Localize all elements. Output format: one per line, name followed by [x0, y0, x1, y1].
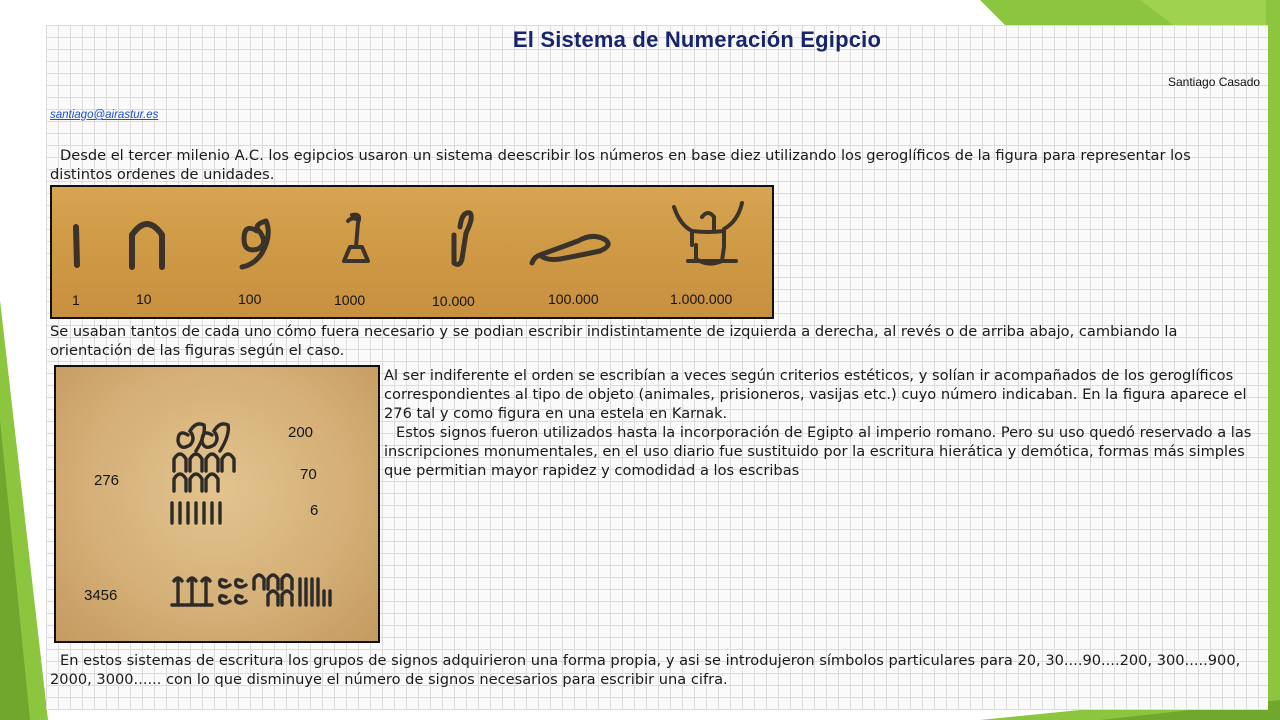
symbol-label-1000: 1000 — [334, 292, 366, 308]
order-paragraph: Al ser indiferente el orden se escribían a veces según criterios estéticos, y solían ir acompañados de los geroglíficos correspondientes al tipo de objeto (animales, prisioneros, vasijas etc.) cuyo número indicaban. En la figura aparece el 276 tal y como figura en una estela en Karnak. — [384, 367, 1247, 422]
usage-paragraph: Se usaban tantos de cada uno cómo fuera necesario y se podian escribir indistintamente de izquierda a derecha, al revés o de arriba abajo, cambiando la orientación de las figuras según el caso. — [50, 323, 1178, 359]
strokes-group-6 — [172, 503, 220, 523]
symbol-label-100: 100 — [238, 291, 262, 307]
row-label-200: 200 — [288, 424, 314, 441]
example-label-276: 276 — [94, 472, 120, 489]
lotus-icon — [344, 215, 368, 261]
tadpole-icon — [532, 236, 608, 263]
history-paragraph: Estos signos fueron utilizados hasta la incorporación de Egipto al imperio romano. Pero su uso quedó reservado a las inscripciones monumentales, en el uso diario fue sustituido por la escritura hierática y demótica, formas más simples que permitian mayor rapidez y comodidad a los escribas — [384, 424, 1252, 479]
one-stroke-icon — [76, 227, 77, 265]
row-label-6: 6 — [310, 502, 319, 519]
heel-bone-group-70 — [174, 454, 234, 491]
author-name: Santiago Casado — [1168, 75, 1261, 89]
numeral-group-3456 — [172, 575, 330, 605]
coil-rope-icon — [242, 221, 268, 267]
coil-rope-icon — [178, 424, 204, 451]
author-email-link[interactable]: santiago@airastur.es — [50, 109, 159, 121]
row-label-70: 70 — [300, 466, 317, 483]
numeral-examples-drawing — [56, 367, 378, 641]
symbol-label-1: 1 — [72, 292, 80, 308]
finger-icon — [454, 213, 471, 265]
hieroglyph-numerals-figure — [50, 185, 774, 319]
page-title: El Sistema de Numeración Egipcio — [512, 27, 882, 52]
closing-paragraph: En estos sistemas de escritura los grupos de signos adquirieron una forma propia, y asi se introdujeron símbolos particulares para 20, 30....90....200, 300.....900, 2000, 3000...... con lo que disminuye el número de signos necesarios para escribir una cifra. — [50, 652, 1241, 688]
kneeling-god-icon — [674, 203, 742, 264]
document-page — [46, 25, 1268, 710]
left-green-accent — [0, 0, 48, 720]
numeral-examples-figure — [54, 365, 380, 643]
symbol-label-10: 10 — [136, 291, 152, 307]
heel-bone-icon — [132, 224, 162, 267]
symbol-label-1000000: 1.000.000 — [670, 291, 733, 307]
intro-paragraph: Desde el tercer milenio A.C. los egipcios usaron un sistema deescribir los números en base diez utilizando los geroglíficos de la figura para representar los distintos ordenes de unidades. — [50, 147, 1191, 183]
hieroglyph-numerals-drawing — [52, 187, 772, 317]
right-green-accent — [1266, 0, 1280, 720]
symbol-label-10000: 10.000 — [432, 293, 475, 309]
example-label-3456: 3456 — [84, 587, 118, 604]
symbol-label-100000: 100.000 — [548, 291, 599, 307]
